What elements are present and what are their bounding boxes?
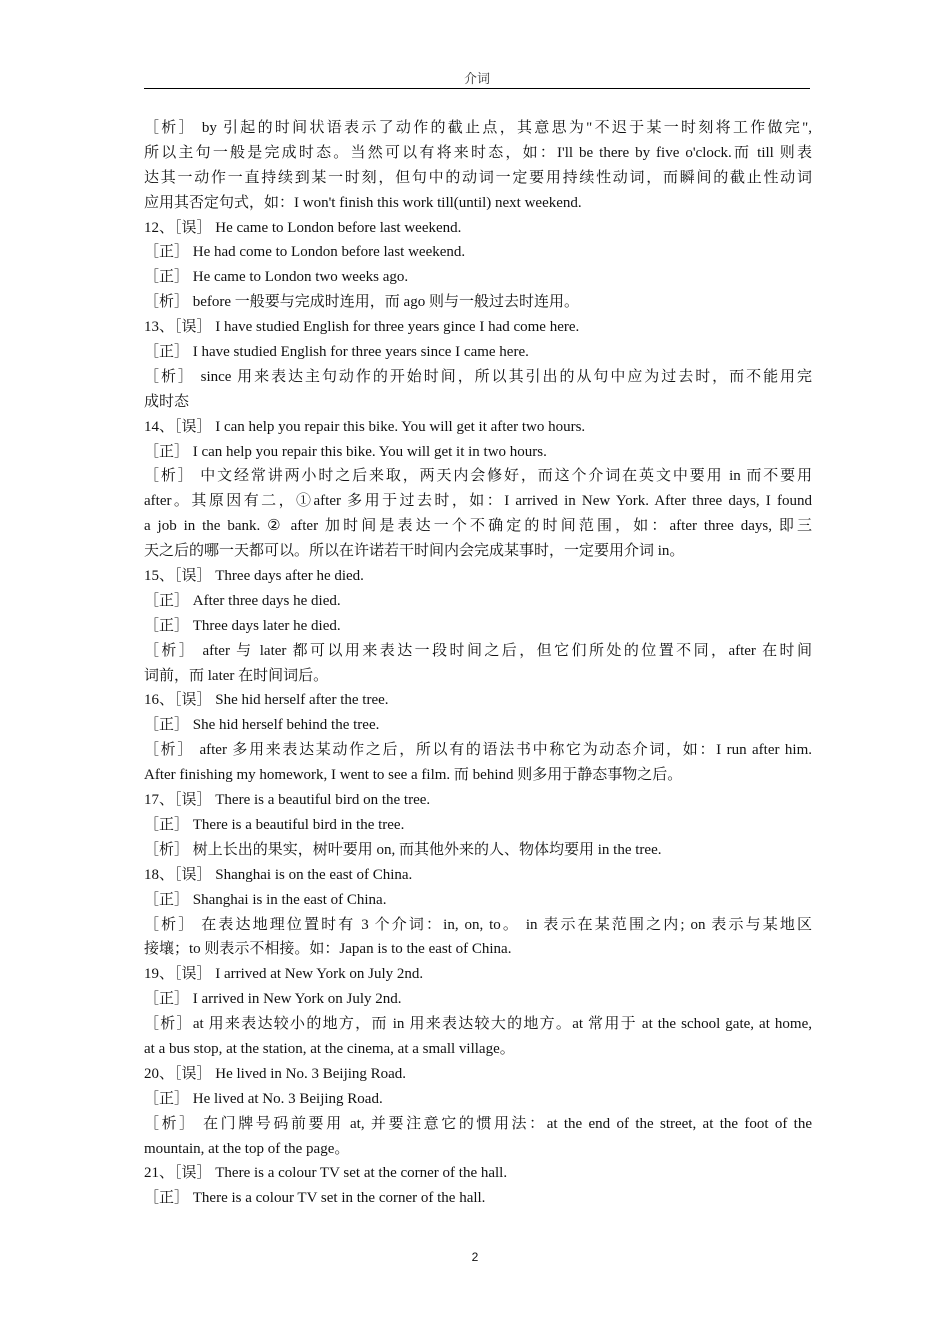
text-line: ［正］ He had come to London before last weekend. [144,244,466,261]
text-line: 成时态 [144,393,190,410]
text-line: 达其一动作一直持续到某一时刻，但句中的动词一定要用持续性动词，而瞬间的截止性动词 [144,169,812,186]
text-line: 应用其否定句式，如：I won't finish this work till(until) next weekend. [144,194,582,211]
text-line: After finishing my homework, I went to see a film. 而 behind 则多用于静态事物之后。 [144,767,683,784]
text-line: 接壤；to 则表示不相接。如：Japan is to the east of China. [144,941,512,958]
text-line: ［析］ by 引起的时间状语表示了动作的截止点，其意思为"不迟于某一时刻将工作做完", [144,120,812,136]
page-number: 2 [471,1250,479,1264]
text-line: mountain, at the top of the page。 [144,1140,350,1157]
text-line: 14、［误］ I can help you repair this bike. You will get it after two hours. [144,418,586,435]
text-line: 18、［误］ Shanghai is on the east of China. [144,866,413,883]
text-line: ［析］ after 与 later 都可以用来表达一段时间之后，但它们所处的位置不同，after 在时间 [144,642,812,659]
text-line: 13、［误］ I have studied English for three years gince I had come here. [144,319,580,336]
page-header-title: 介词 [463,72,490,87]
header-divider [144,88,810,89]
text-line: a job in the bank. ② after 加时间是表达一个不确定的时间范围，如：after three days, 即三 [144,518,812,535]
text-line: ［析］ since 用来表达主句动作的开始时间，所以其引出的从句中应为过去时，而不能用完 [144,368,812,385]
text-line: ［析］ 在门牌号码前要用 at, 并要注意它的惯用法：at the end of the street, at the foot of the [144,1115,812,1132]
text-line: 词前，而 later 在时间词后。 [144,667,329,684]
text-line: ［正］ He came to London two weeks ago. [144,269,409,286]
text-line: ［正］ I have studied English for three years since I came here. [144,344,529,361]
text-line: ［正］ I arrived in New York on July 2nd. [144,991,402,1008]
text-line: after。其原因有二，①after 多用于过去时，如：I arrived in New York. After three days, I found [144,493,812,510]
text-line: ［正］ I can help you repair this bike. You will get it in two hours. [144,443,547,460]
text-line: ［析］ 中文经常讲两小时之后来取，两天内会修好，而这个介词在英文中要用 in 而不要用 [144,468,812,485]
text-line: 16、［误］ She hid herself after the tree. [144,692,389,709]
text-line: ［析］ before 一般要与完成时连用，而 ago 则与一般过去时连用。 [144,294,579,311]
text-line: 20、［误］ He lived in No. 3 Beijing Road. [144,1065,407,1082]
text-line: ［正］ Three days later he died. [144,617,341,634]
text-line: ［正］ Shanghai is in the east of China. [144,891,387,908]
text-line: ［析］ 在表达地理位置时有 3 个介词：in, on, to。 in 表示在某范围之内; on 表示与某地区 [144,916,812,933]
text-line: 17、［误］ There is a beautiful bird on the tree. [144,792,431,809]
text-line: 21、［误］ There is a colour TV set at the corner of the hall. [144,1165,508,1182]
text-line: ［正］ There is a colour TV set in the corner of the hall. [144,1190,486,1207]
text-line: ［析］at 用来表达较小的地方，而 in 用来表达较大的地方。at 常用于 at the school gate, at home, [144,1016,812,1033]
document-body [144,116,812,1211]
text-line: 所以主句一般是完成时态。当然可以有将来时态，如：I'll be there by five o'clock.而 till 则表 [144,144,812,161]
text-line: 19、［误］ I arrived at New York on July 2nd. [144,966,424,983]
text-line: 15、［误］ Three days after he died. [144,568,364,585]
text-line: ［析］ 树上长出的果实，树叶要用 on, 而其他外来的人、物体均要用 in the tree. [144,841,662,858]
text-line: ［正］ After three days he died. [144,592,341,609]
text-line: ［正］ He lived at No. 3 Beijing Road. [144,1090,383,1107]
text-line: 12、［误］ He came to London before last weekend. [144,219,462,236]
text-line: at a bus stop, at the station, at the cinema, at a small village。 [144,1040,515,1057]
text-line: ［正］ There is a beautiful bird in the tree. [144,816,405,833]
text-line: ［析］ after 多用来表达某动作之后，所以有的语法书中称它为动态介词，如：I run after him. [144,742,812,759]
text-line: 天之后的哪一天都可以。所以在许诺若干时间内会完成某事时，一定要用介词 in。 [144,543,685,560]
text-line: ［正］ She hid herself behind the tree. [144,717,380,734]
